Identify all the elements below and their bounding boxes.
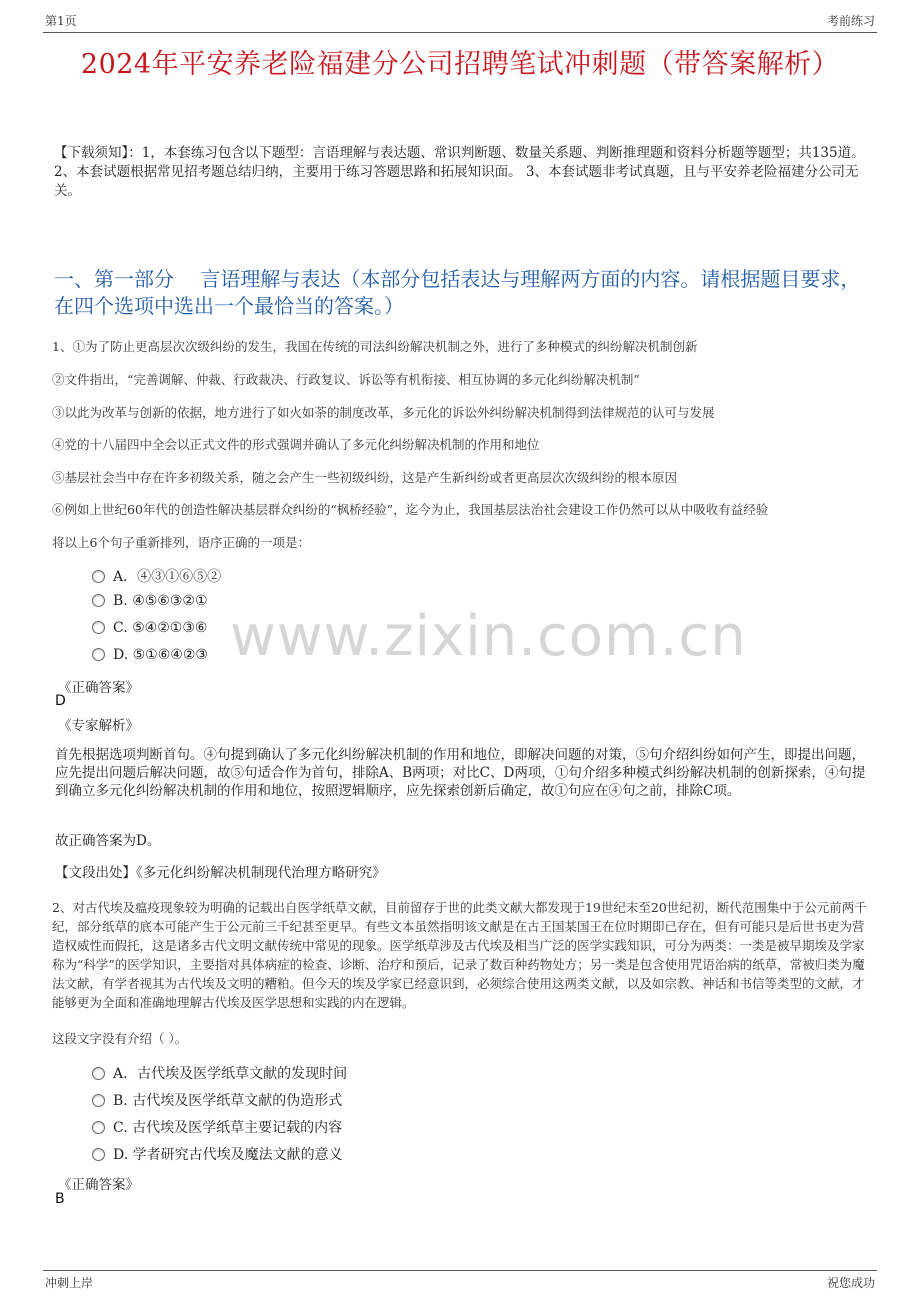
- radio-icon[interactable]: [92, 1094, 105, 1107]
- q1-line: ②文件指出，“完善调解、仲裁、行政裁决、行政复议、诉讼等有机衔接、相互协调的多元化纠纷解决机制”: [52, 372, 640, 387]
- q1-line: 1、①为了防止更高层次次级纠纷的发生，我国在传统的司法纠纷解决机制之外，进行了多种模式的纠纷解决机制创新: [52, 339, 698, 354]
- q2-option-b[interactable]: [92, 1090, 342, 1110]
- document-title: 2024年平安养老险福建分公司招聘笔试冲刺题（带答案解析）: [80, 49, 840, 80]
- section-heading: 一、第一部分 言语理解与表达（本部分包括表达与理解两方面的内容。请根据题目要求，在四个选项中选出一个最恰当的答案。）: [54, 267, 861, 318]
- radio-icon[interactable]: [92, 621, 105, 634]
- q1-analysis-label: 《专家解析》: [58, 718, 139, 734]
- header-label: 考前练习: [826, 14, 875, 28]
- q1-option-d[interactable]: [92, 647, 208, 663]
- page-number: 第1页: [45, 14, 77, 28]
- q1-source: 【文段出处】《多元化纠纷解决机制现代治理方略研究》: [55, 865, 386, 881]
- q1-answer-label: 《正确答案》: [58, 680, 139, 696]
- radio-icon[interactable]: [92, 594, 105, 607]
- q2-answer: B: [55, 1191, 65, 1207]
- radio-icon[interactable]: [92, 1067, 105, 1080]
- option-label: A．④③①⑥⑤②: [113, 569, 222, 585]
- q2-answer-label: 《正确答案》: [58, 1177, 139, 1193]
- footer-right: 祝您成功: [826, 1276, 875, 1290]
- footer-left: 冲刺上岸: [45, 1276, 94, 1290]
- q1-line: ⑤基层社会当中存在许多初级关系，随之会产生一些初级纠纷，这是产生新纠纷或者更高层次次级纠纷的根本原因: [52, 470, 678, 485]
- option-label: C. ⑤④②①③⑥: [113, 620, 208, 636]
- q2-option-a[interactable]: [92, 1063, 347, 1083]
- q1-analysis: 首先根据选项判断首句。④句提到确认了多元化纠纷解决机制的作用和地位，即解决问题的对策，⑤句介绍纠纷如何产生，即提出问题，应先提出问题后解决问题，故⑤句适合作为首句，排除A、B两项；对比C、D两项，①句介绍多种模式纠纷解决机制的创新探索，④句提到确立多元化纠纷解决机制的作用和地位，按照逻辑顺序，应先探索创新后确定，故①句应在④句之前，排除C项。: [55, 747, 866, 799]
- q1-option-a[interactable]: [92, 566, 221, 586]
- q2-option-c[interactable]: [92, 1117, 342, 1137]
- q1-line: ⑥例如上世纪60年代的创造性解决基层群众纠纷的“枫桥经验”，迄今为止，我国基层法治社会建设工作仍然可以从中吸收有益经验: [52, 502, 769, 517]
- q1-conclusion: 故正确答案为D。: [55, 833, 161, 849]
- option-label: B. 古代埃及医学纸草文献的伪造形式: [113, 1093, 343, 1109]
- option-label: C. 古代埃及医学纸草主要记载的内容: [113, 1120, 343, 1136]
- option-label: A．古代埃及医学纸草文献的发现时间: [113, 1066, 348, 1082]
- page-header: [43, 10, 877, 33]
- q1-answer: D: [55, 693, 66, 709]
- option-label: D. 学者研究古代埃及魔法文献的意义: [113, 1147, 343, 1163]
- q1-line: ④党的十八届四中全会以正式文件的形式强调并确认了多元化纠纷解决机制的作用和地位: [52, 437, 540, 452]
- option-label: D. ⑤①⑥④②③: [113, 647, 208, 663]
- q1-line: ③以此为改革与创新的依据，地方进行了如火如荼的制度改革，多元化的诉讼外纠纷解决机制得到法律规范的认可与发展: [52, 405, 715, 420]
- q1-option-b[interactable]: [92, 593, 208, 609]
- radio-icon[interactable]: [92, 1148, 105, 1161]
- radio-icon[interactable]: [92, 570, 105, 583]
- radio-icon[interactable]: [92, 1121, 105, 1134]
- option-label: B. ④⑤⑥③②①: [113, 593, 208, 609]
- q2-prompt: 这段文字没有介绍（ ）。: [52, 1031, 188, 1046]
- download-notice: 【下载须知】：1，本套练习包含以下题型：言语理解与表达题、常识判断题、数量关系题、判断推理题和资料分析题等题型；共135道。 2、本套试题根据常见招考题总结归纳，主要用于练习答题思路和拓展知识面。 3、本套试题非考试真题，且与平安养老险福建分公司无关。: [54, 145, 865, 199]
- q2-option-d[interactable]: [92, 1144, 343, 1164]
- q1-prompt: 将以上6个句子重新排列，语序正确的一项是：: [52, 535, 310, 550]
- radio-icon[interactable]: [92, 648, 105, 661]
- watermark: www.zixin.com.cn: [230, 604, 747, 669]
- page-footer: [43, 1270, 877, 1293]
- q1-option-c[interactable]: [92, 620, 207, 636]
- q2-passage: 2、对古代埃及瘟疫现象较为明确的记载出自医学纸草文献，目前留存于世的此类文献大都发现于19世纪末至20世纪初，断代范围集中于公元前两千纪，部分纸草的底本可能产生于公元前三千纪甚至更早。有些文本虽然指明该文献是在古王国某国王在位时期即已存在，但有可能只是后世书吏为营造权威性而假托，这是诸多古代文明文献传统中常见的现象。医学纸草涉及古代埃及相当广泛的医学实践知识，可分为两类：一类是被早期埃及学家称为“科学”的医学知识，主要指对具体病症的检查、诊断、治疗和预后，记录了数百种药物处方；另一类是包含使用咒语治病的纸草，常被归类为魔法文献，有学者视其为古代埃及文明的糟粕。但今天的埃及学家已经意识到，必须综合使用这两类文献，以及如宗教、神话和书信等类型的文献，才能够更为全面和准确地理解古代埃及医学思想和实践的内在逻辑。: [52, 900, 867, 1010]
